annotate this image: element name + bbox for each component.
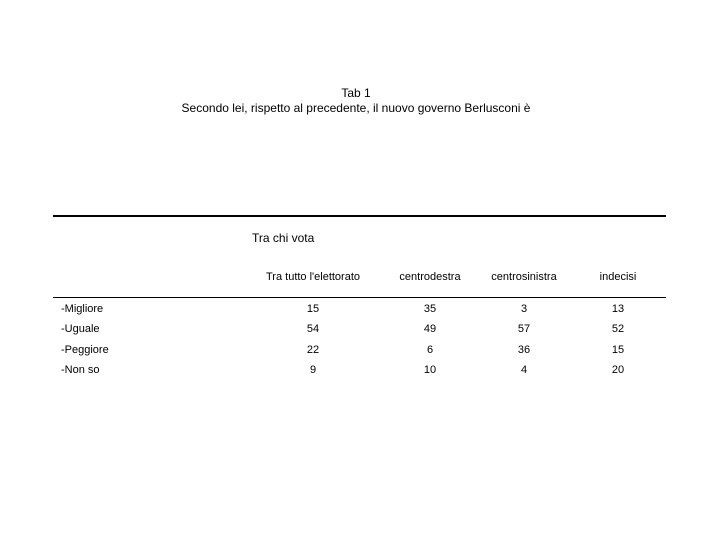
table-cell: 20 bbox=[611, 364, 625, 376]
table-cell: 4 bbox=[520, 364, 528, 376]
header-bottom-rule bbox=[53, 297, 666, 298]
table-question: Secondo lei, rispetto al precedente, il nuovo governo Berlusconi è bbox=[181, 101, 531, 115]
table-cell: 15 bbox=[306, 303, 320, 315]
column-header-all-voters: Tra tutto l'elettorato bbox=[265, 271, 361, 283]
table-top-rule bbox=[53, 215, 666, 217]
row-label-peggiore: -Peggiore bbox=[61, 344, 109, 356]
table-cell: 22 bbox=[306, 344, 320, 356]
table-cell: 36 bbox=[517, 344, 531, 356]
group-label: Tra chi vota bbox=[252, 231, 315, 245]
table-cell: 13 bbox=[611, 303, 625, 315]
table-cell: 9 bbox=[309, 364, 317, 376]
table-cell: 10 bbox=[423, 364, 437, 376]
column-header-centrosinistra: centrosinistra bbox=[491, 271, 557, 283]
table-cell: 57 bbox=[517, 323, 531, 335]
table-cell: 3 bbox=[520, 303, 528, 315]
table-cell: 52 bbox=[611, 323, 625, 335]
table-title bbox=[0, 86, 712, 116]
table-cell: 6 bbox=[426, 344, 434, 356]
column-header-centrodestra: centrodestra bbox=[399, 271, 461, 283]
table-cell: 15 bbox=[611, 344, 625, 356]
row-label-uguale: -Uguale bbox=[61, 323, 100, 335]
row-label-migliore: -Migliore bbox=[61, 303, 104, 315]
table-cell: 35 bbox=[423, 303, 437, 315]
table-cell: 54 bbox=[306, 323, 320, 335]
row-label-non-so: -Non so bbox=[61, 364, 100, 376]
table-number: Tab 1 bbox=[341, 86, 371, 100]
table-cell: 49 bbox=[423, 323, 437, 335]
column-header-indecisi: indecisi bbox=[599, 271, 637, 283]
